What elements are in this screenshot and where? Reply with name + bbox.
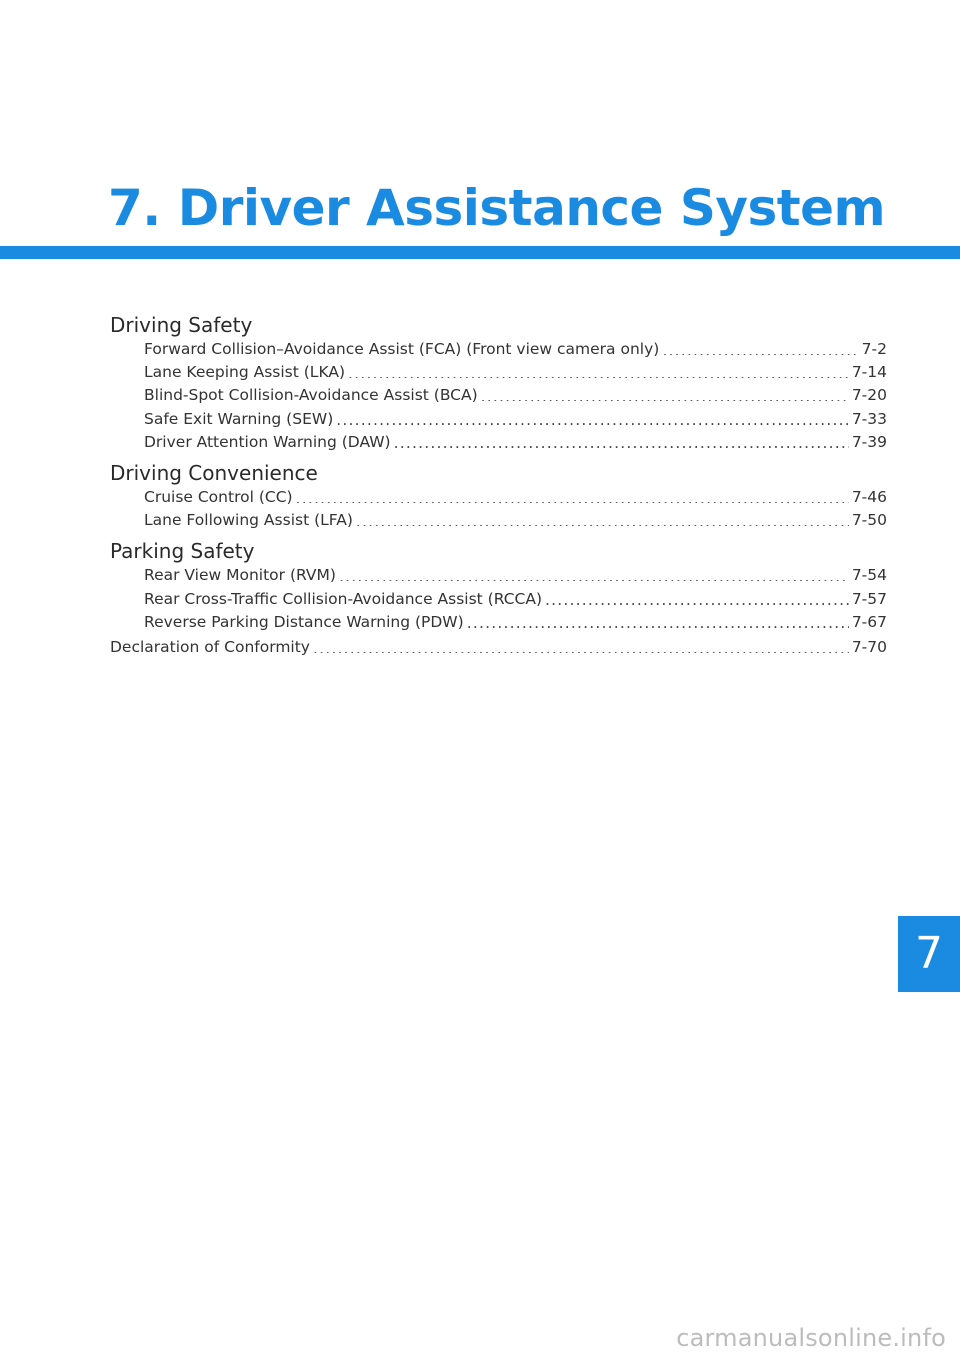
toc-entry-label: Safe Exit Warning (SEW) [144,409,334,428]
dot-leader [481,386,849,402]
section-heading: Driving Convenience [110,461,318,486]
toc-entry-page: 7-57 [851,589,887,608]
title-rule [0,246,960,259]
toc-entry-label: Forward Collision–Avoidance Assist (FCA) (Front view camera only) [144,340,660,358]
toc-entry[interactable] [110,384,887,407]
dot-leader [348,363,849,379]
dot-leader [545,589,849,605]
section-heading: Parking Safety [110,539,255,564]
chapter-tab-number: 7 [915,928,943,979]
chapter-tab[interactable] [898,916,960,992]
toc-entry-page: 7-20 [851,386,887,405]
dot-leader [296,488,849,504]
toc-entry-declaration[interactable] [110,636,887,659]
toc-entry-page: 7-2 [861,340,887,358]
toc-section-driving-safety [110,312,887,454]
toc-section-parking-safety [110,538,887,634]
toc-entry-label: Blind-Spot Collision-Avoidance Assist (BCA) [144,386,478,405]
toc-entry-label: Reverse Parking Distance Warning (PDW) [144,612,464,631]
toc-entry-label: Declaration of Conformity [110,638,310,657]
toc-entry-label: Lane Following Assist (LFA) [144,511,353,530]
toc-entry-page: 7-67 [851,612,887,631]
dot-leader [313,638,849,654]
toc-entry[interactable] [110,486,887,509]
toc-entry[interactable] [110,431,887,454]
toc-entry-label: Lane Keeping Assist (LKA) [144,363,345,382]
toc-entry[interactable] [110,509,887,532]
dot-leader [356,511,849,527]
dot-leader [336,409,849,425]
toc-entry[interactable] [110,588,887,611]
chapter-title: 7. Driver Assistance System [108,179,886,237]
toc-entry-page: 7-50 [851,511,887,530]
dot-leader [339,566,849,582]
toc-entry[interactable] [110,408,887,431]
toc-entry-label: Driver Attention Warning (DAW) [144,432,391,451]
dot-leader [467,612,849,628]
toc-entry-page: 7-70 [851,638,887,657]
dot-leader [394,432,849,448]
dot-leader [662,340,858,356]
toc-entry-page: 7-39 [851,432,887,451]
table-of-contents [110,312,887,659]
toc-entry-label: Rear View Monitor (RVM) [144,566,336,585]
toc-entry-page: 7-14 [851,363,887,382]
toc-entry-page: 7-46 [851,488,887,507]
section-heading: Driving Safety [110,313,253,337]
toc-entry[interactable] [110,338,887,361]
toc-entry-label: Cruise Control (CC) [144,488,293,507]
toc-entry-label: Rear Cross-Traffic Collision-Avoidance Assist (RCCA) [144,589,543,608]
toc-entry[interactable] [110,611,887,634]
toc-entry[interactable] [110,564,887,587]
toc-entry[interactable] [110,361,887,384]
toc-section-driving-convenience [110,460,887,532]
toc-entry-page: 7-54 [851,566,887,585]
watermark: carmanualsonline.info [676,1324,946,1352]
toc-entry-page: 7-33 [851,409,887,428]
